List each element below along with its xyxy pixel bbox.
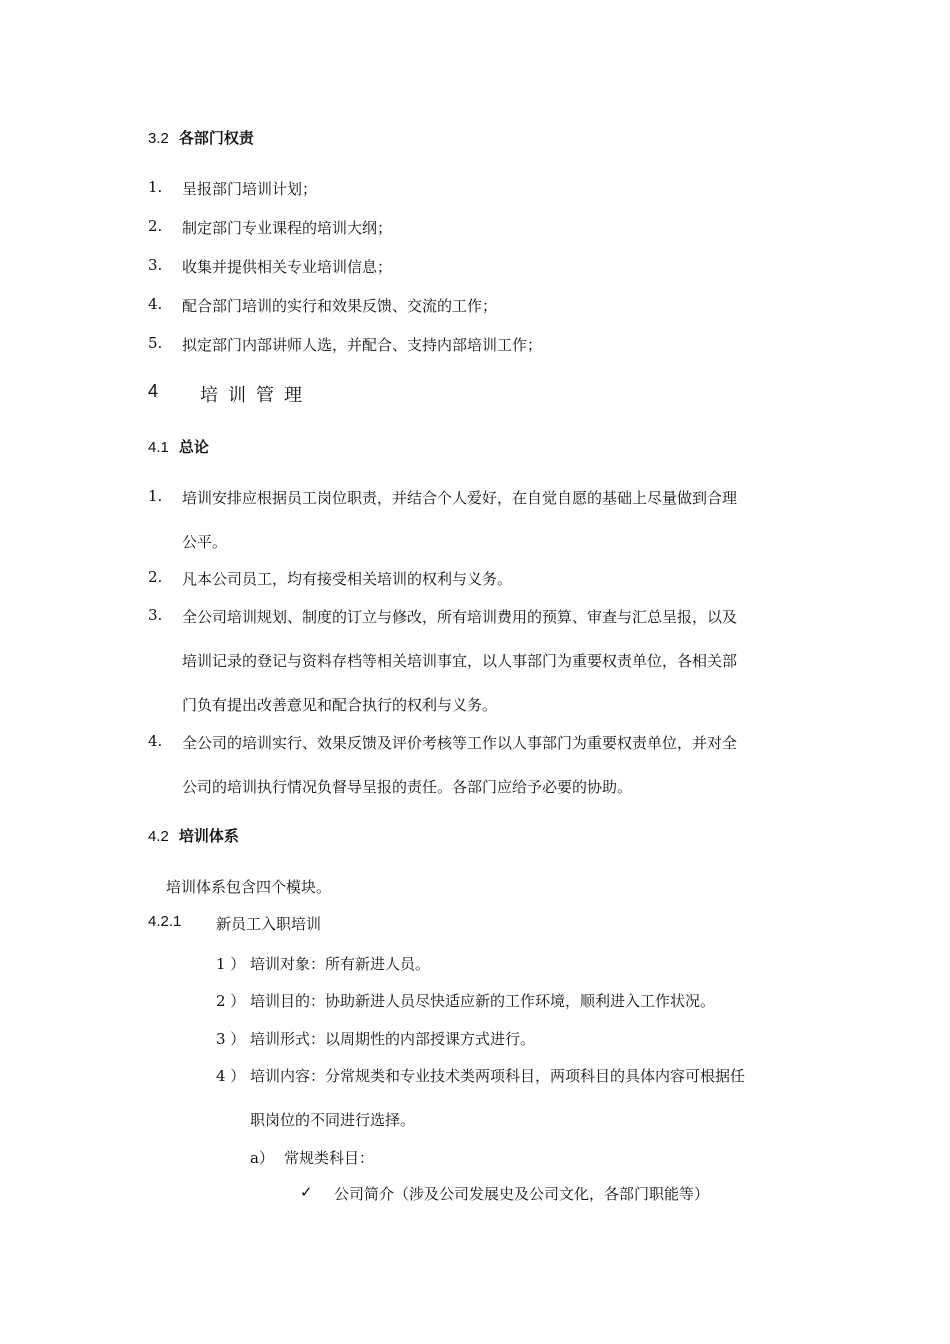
section-number: 3.2 (148, 130, 169, 147)
item-number: 2. (148, 568, 163, 586)
check-icon: ✓ (300, 1183, 313, 1201)
item-text: 凡本公司员工，均有接受相关培训的权利与义务。 (182, 570, 513, 588)
item-text: 常规类科目： (284, 1149, 375, 1167)
item-text: 公司简介（涉及公司发展史及公司文化，各部门职能等） (334, 1185, 710, 1203)
item-text: 培训内容：分常规类和专业技术类两项科目，两项科目的具体内容可根据任 (250, 1067, 746, 1085)
subsection-title: 新员工入职培训 (216, 915, 322, 933)
list-item (148, 606, 818, 716)
section-title: 总论 (178, 439, 209, 456)
list-item (216, 1065, 816, 1135)
list-item (216, 990, 816, 1010)
section-title: 培训体系 (178, 828, 239, 845)
item-number: 4. (148, 295, 163, 313)
subsection-number: 4.2.1 (148, 913, 182, 930)
item-text: 拟定部门内部讲师人选，并配合、支持内部培训工作； (182, 336, 543, 354)
item-text: 收集并提供相关专业培训信息； (182, 258, 393, 276)
item-text: 全公司的培训实行、效果反馈及评价考核等工作以人事部门为重要权责单位，并对全 (182, 734, 738, 752)
section-number: 4.1 (148, 439, 169, 456)
item-text: 培训目的：协助新进人员尽快适应新的工作环境，顺利进入工作状况。 (250, 992, 716, 1010)
list-item (216, 1028, 816, 1048)
item-text: 配合部门培训的实行和效果反馈、交流的工作； (182, 297, 498, 315)
chapter-number: 4 (148, 381, 159, 401)
list-item (148, 217, 808, 237)
list-item (148, 732, 818, 802)
list-item (148, 568, 818, 588)
item-text: 公司的培训执行情况负督导呈报的责任。各部门应给予必要的协助。 (182, 778, 633, 796)
item-number: 2 ） (216, 992, 246, 1010)
item-number: 1. (148, 178, 163, 196)
list-item (148, 178, 808, 198)
item-text: 培训形式：以周期性的内部授课方式进行。 (250, 1030, 536, 1048)
item-text: 培训记录的登记与资料存档等相关培训事宜，以人事部门为重要权责单位，各相关部 (182, 652, 738, 670)
item-number: 3 ） (216, 1030, 246, 1048)
item-number: 3. (148, 606, 163, 624)
item-number: 2. (148, 217, 163, 235)
section-title: 各部门权责 (178, 130, 254, 147)
chapter-heading-4 (148, 381, 448, 405)
item-text: 呈报部门培训计划； (182, 180, 318, 198)
section-heading-4-1 (148, 436, 209, 457)
list-item (148, 256, 808, 276)
subsection-heading-4-2-1 (148, 913, 548, 933)
item-number: 1. (148, 487, 163, 505)
section-heading-3-2 (148, 127, 254, 148)
item-number: 4. (148, 732, 163, 750)
chapter-title: 培训管理 (200, 385, 312, 405)
item-number: 5. (148, 334, 163, 352)
list-item (148, 295, 808, 315)
list-item (216, 953, 816, 973)
item-text: 公平。 (182, 533, 228, 551)
item-text: 制定部门专业课程的培训大纲； (182, 219, 393, 237)
item-letter: a） (250, 1149, 274, 1167)
item-text: 全公司培训规划、制度的订立与修改，所有培训费用的预算、审查与汇总呈报，以及 (182, 608, 738, 626)
sub-list-item (250, 1147, 650, 1167)
item-number: 3. (148, 256, 163, 274)
checklist-item (300, 1183, 800, 1203)
section-number: 4.2 (148, 828, 169, 845)
list-item (148, 487, 818, 557)
item-text: 培训安排应根据员工岗位职责，并结合个人爱好，在自觉自愿的基础上尽量做到合理 (182, 489, 738, 507)
section-heading-4-2 (148, 825, 239, 846)
item-number: 4 ） (216, 1067, 246, 1085)
item-text: 职岗位的不同进行选择。 (250, 1111, 416, 1129)
item-text: 培训对象：所有新进人员。 (250, 955, 431, 973)
item-text: 门负有提出改善意见和配合执行的权利与义务。 (182, 696, 498, 714)
list-item (148, 334, 808, 354)
section-intro: 培训体系包含四个模块。 (166, 878, 332, 896)
item-number: 1 ） (216, 955, 246, 973)
